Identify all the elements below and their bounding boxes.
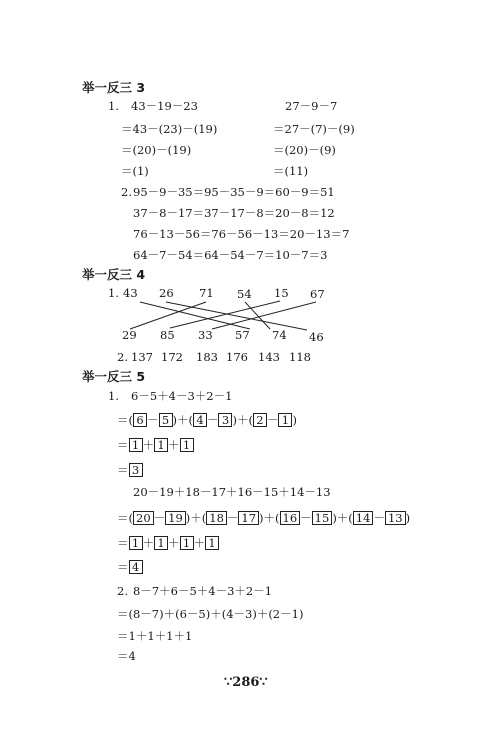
boxed-number: 19 bbox=[165, 511, 186, 525]
s3-p1-left-line-2: ＝43－(23)－(19) bbox=[121, 122, 218, 136]
s3-p2-number: 2. bbox=[121, 185, 132, 199]
match-line-67-33 bbox=[212, 302, 316, 329]
s5-p1-expression-2: 20－19＋18－17＋16－15＋14－13 bbox=[133, 485, 331, 499]
boxed-number: 20 bbox=[133, 511, 154, 525]
boxed-number: 1 bbox=[154, 536, 168, 550]
boxed-number: 2 bbox=[253, 413, 267, 427]
s5-p1-result: ＝ 3 bbox=[117, 463, 143, 477]
s4-p2-value-2: 172 bbox=[161, 350, 183, 364]
s4-p2-value-5: 143 bbox=[258, 350, 280, 364]
boxed-number: 1 bbox=[180, 438, 194, 452]
s3-p1-left-line-3: ＝(20)－(19) bbox=[121, 143, 192, 157]
s5-p2-line-1: 8－7＋6－5＋4－3＋2－1 bbox=[133, 584, 273, 598]
s5-p2-line-3: ＝1＋1＋1＋1 bbox=[117, 629, 193, 643]
boxed-number: 17 bbox=[238, 511, 259, 525]
s4-bottom-number-2: 85 bbox=[160, 328, 175, 342]
s4-p2-value-3: 183 bbox=[196, 350, 218, 364]
boxed-number: 1 bbox=[278, 413, 292, 427]
boxed-number: 1 bbox=[129, 438, 143, 452]
s5-p1-number: 1. bbox=[108, 389, 119, 403]
page-number bbox=[224, 676, 268, 689]
s3-p1-right-line-1: 27－9－7 bbox=[285, 99, 338, 113]
boxed-number: 18 bbox=[206, 511, 227, 525]
s4-p2-value-1: 137 bbox=[131, 350, 153, 364]
s5-p2-number: 2. bbox=[117, 584, 128, 598]
boxed-number: 3 bbox=[129, 463, 143, 477]
s3-p2-line-3: 76－13－56＝76－56－13＝20－13＝7 bbox=[133, 227, 350, 241]
section-4-title: 举一反三 4 bbox=[82, 267, 146, 282]
s5-p2-line-2: ＝(8－7)＋(6－5)＋(4－3)＋(2－1) bbox=[117, 607, 304, 621]
boxed-number: 15 bbox=[312, 511, 333, 525]
page-number-value: 286 bbox=[232, 675, 260, 690]
s4-p1-number: 1. bbox=[108, 286, 119, 300]
s4-bottom-number-4: 57 bbox=[235, 328, 250, 342]
s4-bottom-number-3: 33 bbox=[198, 328, 213, 342]
s4-p2-value-6: 118 bbox=[289, 350, 311, 364]
boxed-number: 6 bbox=[133, 413, 147, 427]
match-line-15-85 bbox=[170, 301, 280, 328]
s5-p1-expression: 6－5＋4－3＋2－1 bbox=[131, 389, 233, 403]
s3-p2-line-1: 95－9－35＝95－35－9＝60－9＝51 bbox=[133, 185, 335, 199]
s4-top-number-4: 54 bbox=[237, 287, 252, 301]
boxed-number: 4 bbox=[193, 413, 207, 427]
dots-right-icon: ∵ bbox=[259, 675, 268, 690]
s5-p1-ones-2: ＝ 1 ＋ 1 ＋ 1 ＋ 1 bbox=[117, 536, 219, 550]
boxed-number: 16 bbox=[280, 511, 301, 525]
boxed-number: 1 bbox=[180, 536, 194, 550]
boxed-number: 1 bbox=[205, 536, 219, 550]
s3-p1-left-line-4: ＝(1) bbox=[121, 164, 149, 178]
s4-top-number-3: 71 bbox=[199, 286, 214, 300]
s5-p1-grouping: ＝( 6 － 5 )＋( 4 － 3 )＋( 2 － 1 ) bbox=[117, 413, 297, 427]
s3-p1-right-line-4: ＝(11) bbox=[273, 164, 309, 178]
section-5-title: 举一反三 5 bbox=[82, 369, 146, 384]
s5-p1-grouping-2: ＝( 20 － 19 )＋( 18 － 17 )＋( 16 － 15 )＋( 14 － 13 ) bbox=[117, 511, 411, 525]
s4-top-number-1: 43 bbox=[123, 286, 138, 300]
s3-p1-right-line-2: ＝27－(7)－(9) bbox=[273, 122, 355, 136]
section-3-title: 举一反三 3 bbox=[82, 80, 146, 95]
boxed-number: 13 bbox=[385, 511, 406, 525]
s3-p1-number: 1. bbox=[108, 99, 119, 113]
boxed-number: 1 bbox=[129, 536, 143, 550]
s4-top-number-6: 67 bbox=[310, 287, 325, 301]
boxed-number: 14 bbox=[353, 511, 374, 525]
s4-top-number-2: 26 bbox=[159, 286, 174, 300]
boxed-number: 5 bbox=[159, 413, 173, 427]
s4-bottom-number-6: 46 bbox=[309, 330, 324, 344]
boxed-number: 4 bbox=[129, 560, 143, 574]
s4-bottom-number-1: 29 bbox=[122, 328, 137, 342]
s3-p1-right-line-3: ＝(20)－(9) bbox=[273, 143, 336, 157]
boxed-number: 3 bbox=[218, 413, 232, 427]
s5-p1-result-2: ＝ 4 bbox=[117, 560, 143, 574]
s4-bottom-number-5: 74 bbox=[272, 328, 287, 342]
s5-p2-line-4: ＝4 bbox=[117, 649, 136, 663]
s3-p2-line-2: 37－8－17＝37－17－8＝20－8＝12 bbox=[133, 206, 335, 220]
s3-p2-line-4: 64－7－54＝64－54－7＝10－7＝3 bbox=[133, 248, 328, 262]
dots-left-icon: ∵ bbox=[224, 675, 233, 690]
s4-p2-value-4: 176 bbox=[226, 350, 248, 364]
s5-p1-ones: ＝ 1 ＋ 1 ＋ 1 bbox=[117, 438, 194, 452]
boxed-number: 1 bbox=[154, 438, 168, 452]
s4-p2-number: 2. bbox=[117, 350, 128, 364]
s3-p1-left-line-1: 43－19－23 bbox=[131, 99, 198, 113]
s4-top-number-5: 15 bbox=[274, 286, 289, 300]
